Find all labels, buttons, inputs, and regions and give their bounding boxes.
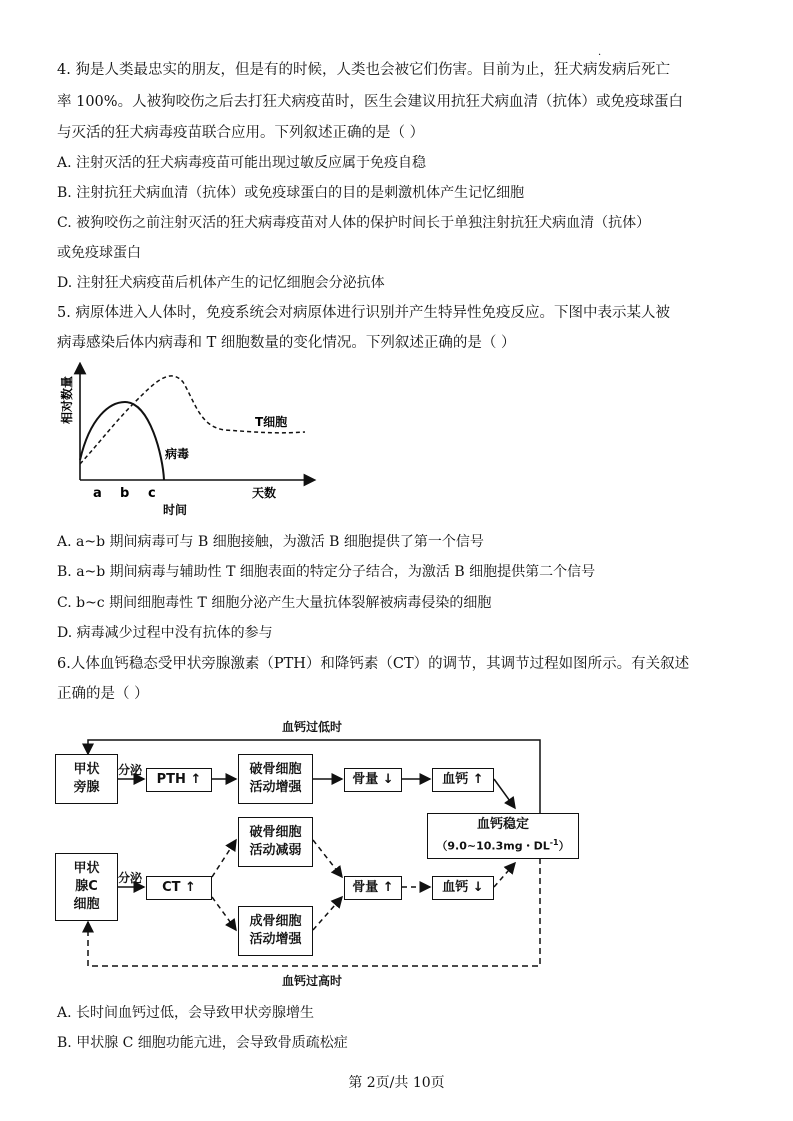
secrete-label-top: 分泌 bbox=[118, 763, 143, 777]
q4-option-c-cont: 或免疫球蛋白 bbox=[57, 245, 141, 261]
q5-option-b: B. a~b 期间病毒与辅助性 T 细胞表面的特定分子结合，为激活 B 细胞提供第二个信号 bbox=[57, 564, 596, 580]
y-axis-title: 相对数量 bbox=[60, 375, 74, 425]
calcium-up-box: 血钙 ↑ bbox=[432, 768, 494, 792]
q4-option-d: D. 注射狂犬病疫苗后机体产生的记忆细胞会分泌抗体 bbox=[57, 275, 385, 291]
q5-stem-line-1: 5. 病原体进入人体时，免疫系统会对病原体进行识别并产生特异性免疫反应。下图中表示某人被 bbox=[57, 305, 670, 321]
tick-label-c: c bbox=[148, 486, 156, 501]
osteoblast-up-box: 成骨细胞 活动增强 bbox=[238, 906, 313, 956]
q4-stem-line-3: 与灭活的狂犬病毒疫苗联合应用。下列叙述正确的是（ ） bbox=[57, 125, 425, 141]
osteoclast-up-box: 破骨细胞 活动增强 bbox=[238, 754, 313, 804]
q5-option-a: A. a~b 期间病毒可与 B 细胞接触，为激活 B 细胞提供了第一个信号 bbox=[57, 534, 484, 550]
q5-option-d: D. 病毒减少过程中没有抗体的参与 bbox=[57, 625, 273, 641]
tick-label-b: b bbox=[120, 486, 130, 501]
q4-stem-line-2: 率 100%。人被狗咬伤之后去打狂犬病疫苗时，医生会建议用抗狂犬病血清（抗体）或免疫球蛋白 bbox=[57, 94, 684, 110]
q6-stem-line-1: 6.人体血钙稳态受甲状旁腺激素（PTH）和降钙素（CT）的调节，其调节过程如图所示。有关叙述 bbox=[57, 656, 690, 672]
q4-stem-line-1: 4. 狗是人类最忠实的朋友，但是有的时候，人类也会被它们伤害。目前为止，狂犬病发病后死亡 bbox=[57, 62, 670, 78]
q6-option-a: A. 长时间血钙过低，会导致甲状旁腺增生 bbox=[57, 1005, 315, 1021]
page-footer: 第 2页/共 10页 bbox=[348, 1075, 445, 1091]
ct-box: CT ↑ bbox=[146, 876, 212, 900]
q6-stem-line-2: 正确的是（ ） bbox=[57, 686, 149, 702]
high-calcium-label: 血钙过高时 bbox=[282, 974, 343, 988]
stable-title: 血钙稳定 bbox=[476, 817, 529, 833]
x-axis-end-label: 天数 bbox=[252, 486, 277, 500]
bone-down-box: 骨量 ↓ bbox=[344, 768, 402, 792]
tick-label-a: a bbox=[93, 486, 102, 501]
q4-option-b: B. 注射抗狂犬病血清（抗体）或免疫球蛋白的目的是刺激机体产生记忆细胞 bbox=[57, 185, 525, 201]
q5-option-c: C. b~c 期间细胞毒性 T 细胞分泌产生大量抗体裂解被病毒侵染的细胞 bbox=[57, 595, 492, 611]
osteoclast-down-box: 破骨细胞 活动减弱 bbox=[238, 817, 313, 867]
virus-series-label: 病毒 bbox=[165, 447, 190, 461]
secrete-label-bottom: 分泌 bbox=[118, 871, 143, 885]
calcium-stable-box bbox=[427, 813, 579, 859]
stable-range: （9.0~10.3mg・$DL^{-1}$） bbox=[436, 838, 570, 853]
x-axis-title: 时间 bbox=[163, 503, 188, 517]
tcell-series-label: T细胞 bbox=[255, 415, 288, 429]
q5-stem-line-2: 病毒感染后体内病毒和 T 细胞数量的变化情况。下列叙述正确的是（ ） bbox=[57, 335, 516, 351]
calcium-down-box: 血钙 ↓ bbox=[432, 876, 494, 900]
stray-mark: · bbox=[598, 50, 602, 61]
c-cell-box: 甲状 腺C 细胞 bbox=[55, 853, 118, 921]
parathyroid-box: 甲状 旁腺 bbox=[55, 754, 118, 804]
q4-option-c: C. 被狗咬伤之前注射灭活的狂犬病毒疫苗对人体的保护时间长于单独注射抗狂犬病血清（抗体） bbox=[57, 215, 651, 231]
pth-box: PTH ↑ bbox=[146, 768, 212, 792]
bone-up-box: 骨量 ↑ bbox=[344, 876, 402, 900]
q6-option-b: B. 甲状腺 C 细胞功能亢进，会导致骨质疏松症 bbox=[57, 1035, 348, 1051]
q4-option-a: A. 注射灭活的狂犬病毒疫苗可能出现过敏反应属于免疫自稳 bbox=[57, 155, 427, 171]
low-calcium-label: 血钙过低时 bbox=[282, 720, 343, 734]
